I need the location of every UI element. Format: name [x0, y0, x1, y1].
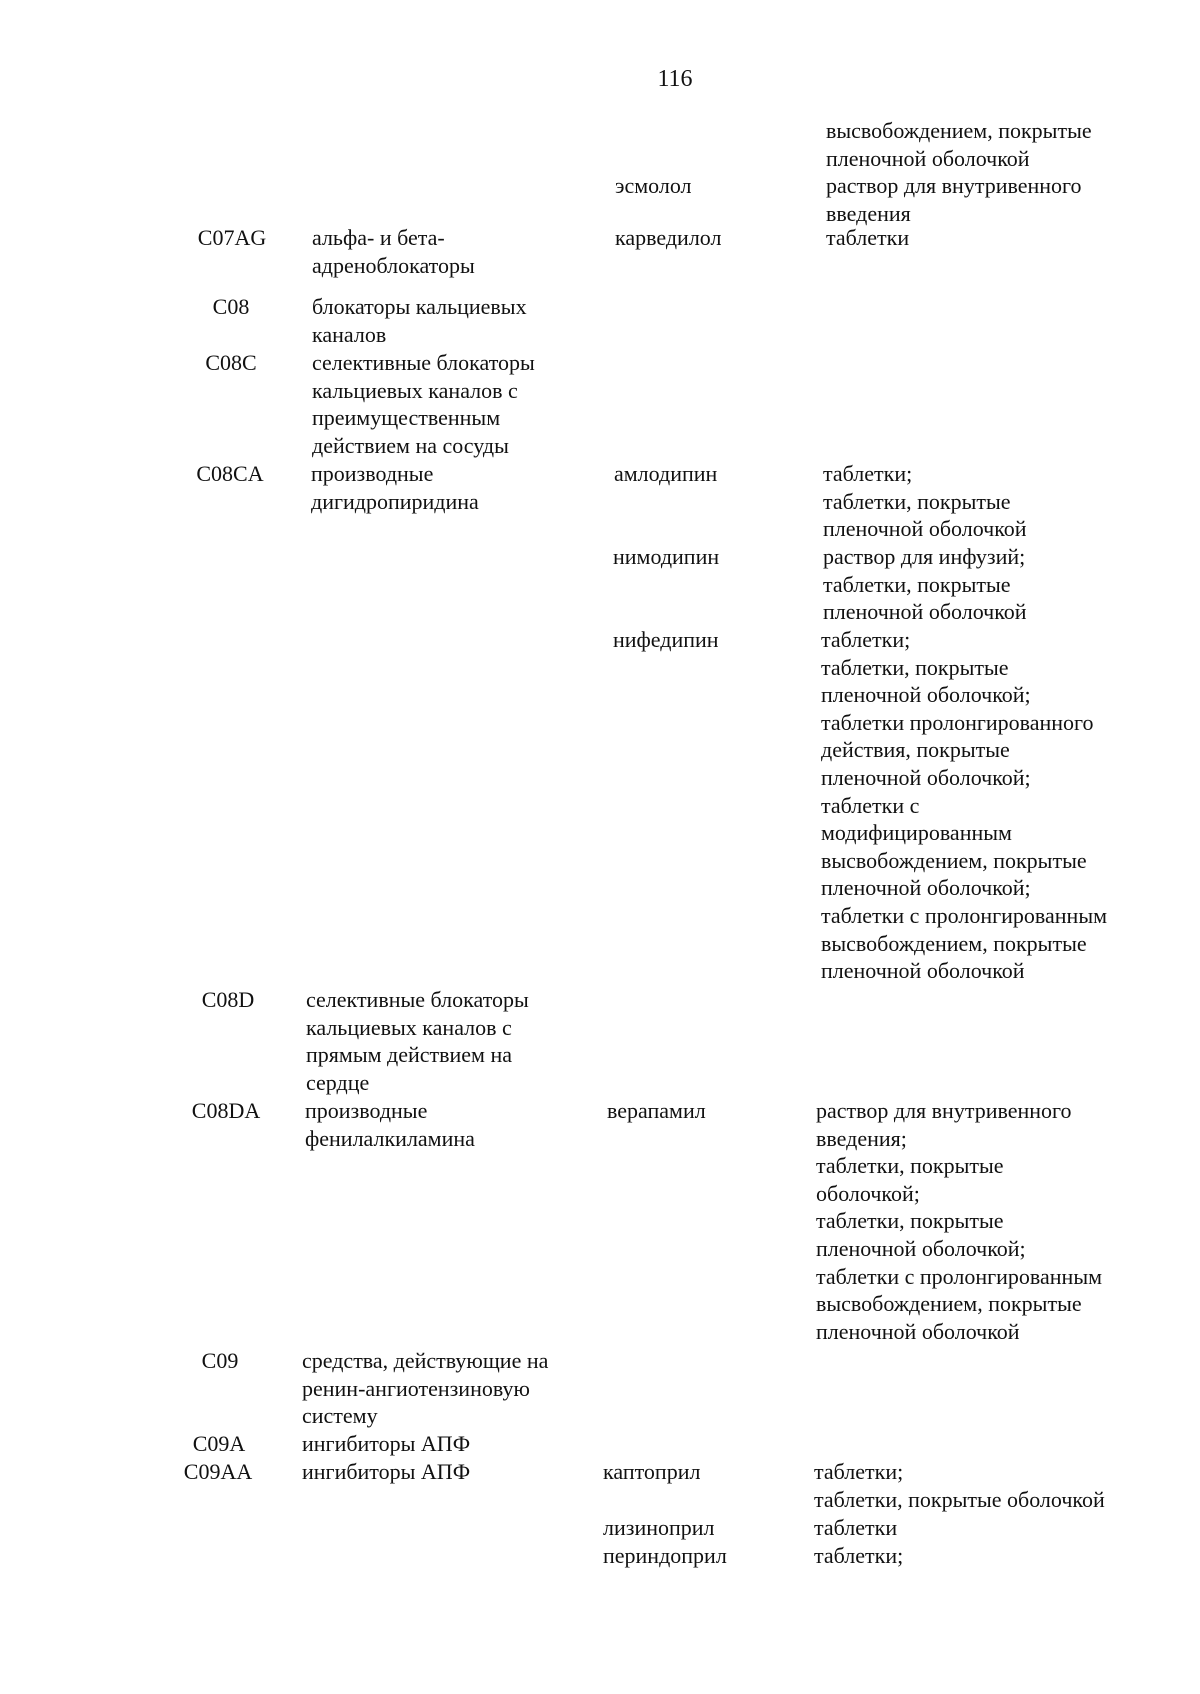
drug-name: амлодипин	[614, 461, 718, 486]
pharmacological-group: производные дигидропиридина	[311, 461, 479, 514]
dosage-forms: раствор для внутривенного введения; таблетки, покрытые оболочкой; таблетки, покрытые пленочной оболочкой; таблетки с пролонгированным высвобождением, покрытые пленочной оболочкой	[816, 1098, 1103, 1344]
dosage-forms: раствор для инфузий; таблетки, покрытые пленочной оболочкой	[823, 544, 1027, 625]
pharmacological-group: средства, действующие на ренин-ангиотензиновую систему	[302, 1348, 549, 1429]
drug-name: карведилол	[615, 225, 722, 250]
atc-code: C08DA	[191, 1098, 261, 1123]
atc-code: C09AA	[183, 1459, 253, 1484]
dosage-forms: таблетки; таблетки, покрытые оболочкой	[814, 1459, 1105, 1512]
pharmacological-group: блокаторы кальциевых каналов	[312, 294, 527, 347]
dosage-forms: таблетки; таблетки, покрытые пленочной оболочкой	[823, 461, 1027, 542]
atc-code: C09	[201, 1348, 239, 1373]
drug-name: каптоприл	[603, 1459, 701, 1484]
dosage-forms: таблетки	[826, 225, 910, 250]
page-number: 116	[657, 66, 693, 92]
dosage-forms: таблетки; таблетки, покрытые пленочной оболочкой; таблетки пролонгированного действия, покрытые пленочной оболочкой; таблетки с модифицированным высвобождением, покрытые пленочной оболочкой; таблетки с пролонгированным высвобождением, покрытые пленочной оболочкой	[821, 627, 1108, 984]
pharmacological-group: селективные блокаторы кальциевых каналов с прямым действием на сердце	[306, 987, 529, 1095]
pharmacological-group: селективные блокаторы кальциевых каналов с преимущественным действием на сосуды	[312, 350, 535, 458]
pharmacological-group: альфа- и бета- адреноблокаторы	[312, 225, 475, 278]
pharmacological-group: производные фенилалкиламина	[305, 1098, 475, 1151]
drug-name: нимодипин	[613, 544, 720, 569]
drug-name: лизиноприл	[603, 1515, 715, 1540]
drug-name: верапамил	[607, 1098, 706, 1123]
atc-code: C08	[212, 294, 250, 319]
atc-code: C08CA	[196, 461, 264, 486]
atc-code: C08D	[201, 987, 255, 1012]
atc-code: C08C	[205, 350, 257, 375]
drug-name: периндоприл	[603, 1543, 727, 1568]
pharmacological-group: ингибиторы АПФ	[302, 1459, 471, 1484]
drug-name: нифедипин	[613, 627, 719, 652]
dosage-forms: высвобождением, покрытые пленочной оболочкой раствор для внутривенного введения	[826, 118, 1092, 226]
dosage-forms: таблетки;	[814, 1543, 904, 1568]
drug-name: эсмолол	[615, 173, 692, 198]
atc-code: C07AG	[197, 225, 267, 250]
dosage-forms: таблетки	[814, 1515, 898, 1540]
pharmacological-group: ингибиторы АПФ	[302, 1431, 471, 1456]
atc-code: C09A	[192, 1431, 246, 1456]
